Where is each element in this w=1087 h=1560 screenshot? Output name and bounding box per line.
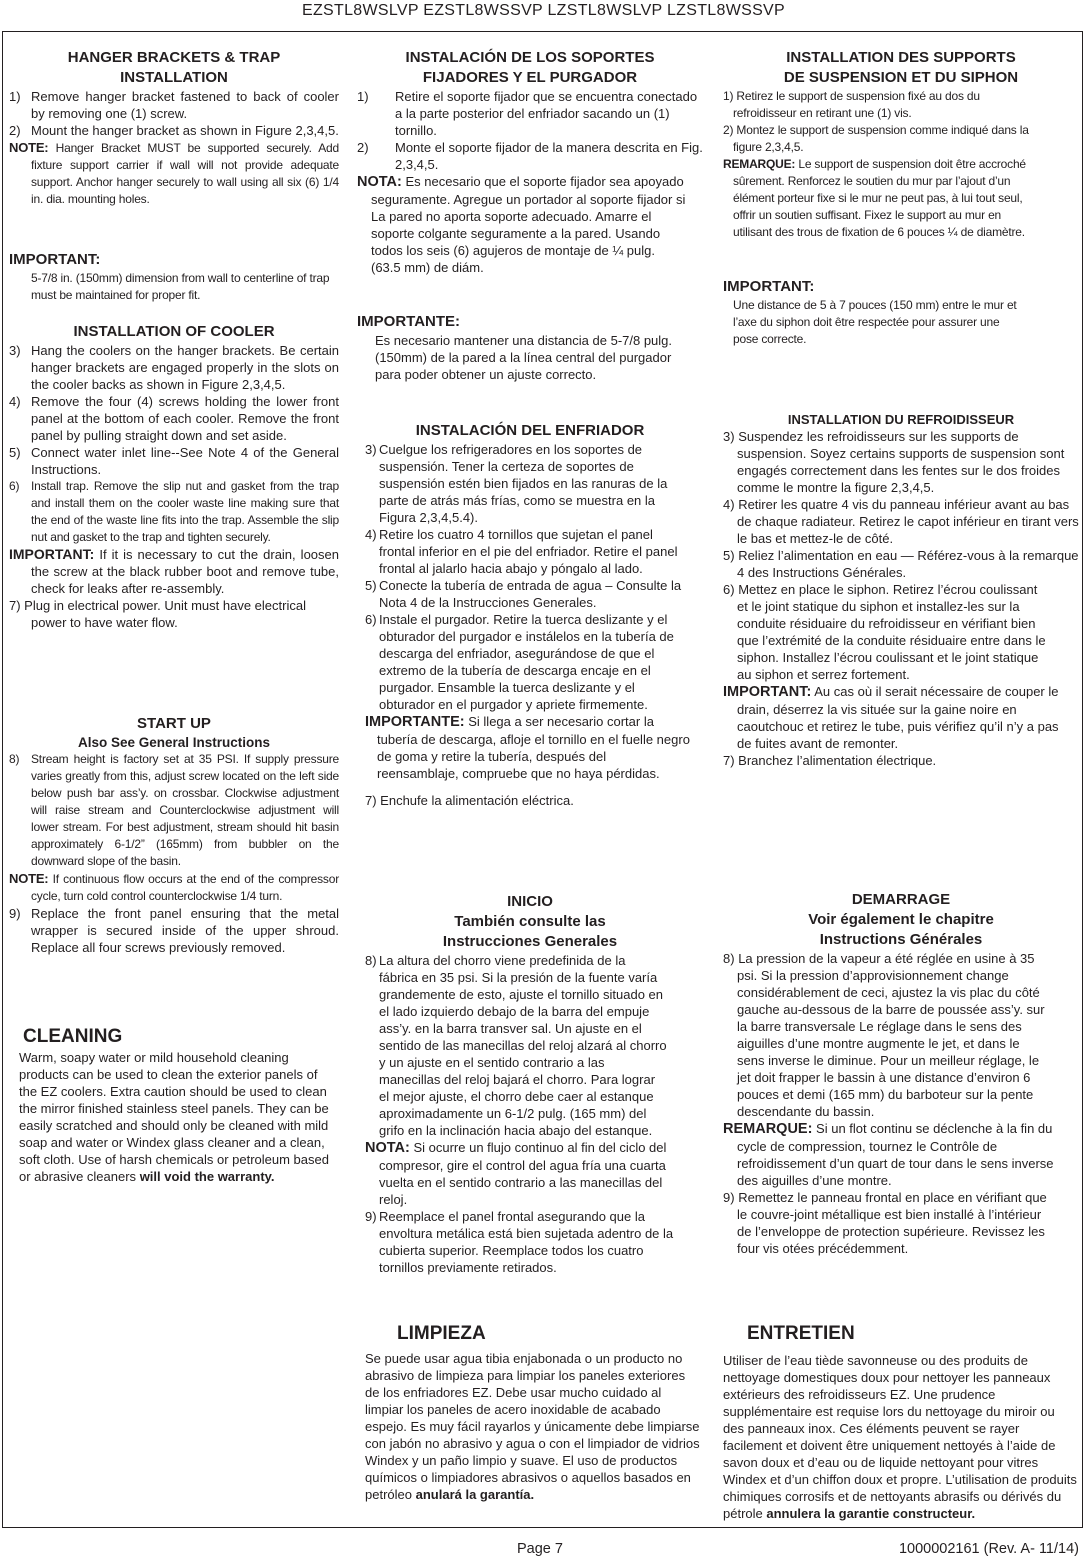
fr-important-section <box>723 277 1079 348</box>
es-nota2: NOTA: Si ocurre un flujo continuo al fin del ciclo del compresor, gire el control del agua fría una cuarta vuelta en el sentido contrario a las manecillas del reloj. <box>365 1140 667 1207</box>
list-item: 3) Suspendez les refroidisseurs sur les supports de suspension. Soyez certains supports de suspension sont engagés correctement dans les fentes sur le dos froides comme le montre la figure 2,3,4,5. <box>723 429 1065 495</box>
fr-demarrage-steps <box>723 950 1079 1120</box>
list-item: 1) Retire el soporte fijador que se encuentra conectado a la parte posterior del enfriador sacando un (1) tornillo. <box>357 89 698 138</box>
list-item: 4) Retire los cuatro 4 tornillos que sujetan el panel frontal inferior en el pie del enfriador. Retire el panel frontal al jalarlo hacia abajo y póngalo al lado. <box>365 527 678 576</box>
list-item: 9) Reemplace el panel frontal asegurando que la envoltura metálica está bien sujetada adentro de la cubierta superior. Reemplace todos los cuatro tornillos previamente retirados. <box>365 1209 674 1275</box>
es-cooler-title: INSTALACIÓN DEL ENFRIADOR <box>415 422 645 439</box>
list-item: 8) Stream height is factory set at 35 PSI. If supply pressure varies greatly from this, adjust screw located on the left side below push bar ass’y. on crossbar. Clockwise adjustment will raise stream and Counterclockwise adjustment will lower stream. For best adjustment, stream should hit basin approximately 6-1/2” (165mm) from bubbler on the downward slope of the basin. <box>9 752 339 868</box>
en-hanger-title-1: HANGER BRACKETS & TRAP <box>67 49 281 66</box>
es-inicio-title: INICIO <box>507 893 553 910</box>
es-step9-list <box>357 1208 703 1276</box>
es-cleaning-title: LIMPIEZA <box>397 1323 486 1344</box>
en-cleaning-section <box>19 1025 339 1185</box>
list-item: 4) Retirer les quatre 4 vis du panneau inférieur avant au bas de chaque radiateur. Retirez le capot inférieur en tirant vers le bas et mettez-le de côté. <box>723 497 1079 546</box>
instructions-frame <box>2 31 1083 1528</box>
es-inicio-sub-1: También consulte las <box>454 913 606 930</box>
es-importante-text: Es necesario mantener una distancia de 5-7/8 pulg. (150mm) de la pared a la línea central del purgador para poder obtener un ajuste correcto. <box>375 333 673 382</box>
es-importante-section <box>357 312 703 383</box>
fr-important-label: IMPORTANT: <box>723 278 815 295</box>
list-item: 9) Remettez le panneau frontal en place en vérifiant que le couvre-joint métallique est bien installé à l’intérieur de l’enveloppe de protection supérieure. Revissez les four vis otées précédemment. <box>723 1190 1047 1256</box>
list-item: 9) Replace the front panel ensuring that the metal wrapper is secured inside of the upper shroud. Replace all four screws previously removed. <box>9 906 339 955</box>
es-cooler-steps <box>357 441 703 713</box>
page-number: Page 7 <box>517 1541 563 1557</box>
es-steps <box>357 88 703 173</box>
en-cooler-section <box>9 322 339 631</box>
es-cleaning-section <box>365 1322 703 1503</box>
fr-title-2: DE SUSPENSION ET DU SIPHON <box>783 69 1019 86</box>
fr-cleaning-section <box>723 1322 1079 1522</box>
fr-demarrage-sub-1: Voir également le chapitre <box>808 911 994 928</box>
es-title-1: INSTALACIÓN DE LOS SOPORTES <box>405 49 655 66</box>
es-inicio-section <box>357 892 703 1276</box>
en-cleaning-text: Warm, soapy water or mild household cleaning products can be used to clean the exterior panels of the EZ coolers. Extra caution should be used to clean the mirror finished stainless steel panels. They can be easily scratched and should only be cleaned with mild soap and water or Windex glass cleaner and a clean, soft cloth. Use of harsh chemicals or petroleum based or abrasive cleaners will void the warranty. <box>19 1050 329 1184</box>
fr-demarrage-title: DEMARRAGE <box>851 891 951 908</box>
list-item: 1) Retirez le support de suspension fixé au dos du refroidisseur en retirant une (1) vis. <box>723 89 980 120</box>
fr-steps <box>723 88 1079 156</box>
list-item: 2) Monte el soporte fijador de la manera descrita en Fig. 2,3,4,5. <box>357 140 703 172</box>
fr-important2: IMPORTANT: Au cas où il serait nécessaire de couper le drain, déserrez la vis située sur la gaine noire en caoutchouc et retirez le tube, puis vérifiez qu’il n’y a pas de fuites avant de remonter. <box>723 684 1059 751</box>
en-cooler-title: INSTALLATION OF COOLER <box>73 323 275 340</box>
es-inicio-sub-2: Instrucciones Generales <box>442 933 618 950</box>
fr-cooler-steps <box>723 428 1079 683</box>
fr-demarrage-section <box>723 890 1079 1257</box>
list-item: 8) La altura del chorro viene predefinida de la fábrica en 35 psi. Si la presión de la fuente varía grandemente de esto, ajuste el tornillo situado en el lado izquierdo debajo de la barra del empuje ass’y. en la barra transver sal. Un ajuste en el sentido de las manecillas del reloj alzará al chorro y un ajuste en el sentido contrario a las manecillas del reloj bajará el chorro. Para lograr el mejor ajuste, el chorro debe caer al estanque aproximadamente un 6-1/2 pulg. (165 mm) del grifo en la inclinación hacia abajo del estanque. <box>365 953 667 1138</box>
list-item: 2) Mount the hanger bracket as shown in Figure 2,3,4,5. <box>9 123 339 138</box>
fr-step9-list <box>723 1189 1079 1257</box>
es-importante-label: IMPORTANTE: <box>357 313 461 330</box>
en-startup-section <box>9 714 339 956</box>
es-nota: NOTA: Es necesario que el soporte fijador sea apoyado seguramente. Agregue un portador al soporte fijador si La pared no aporta soporte adecuado. Amarre el soporte colgante seguramente a la pared. Usando todos los seis (6) agujeros de montaje de ¼ pulg. (63.5 mm) de diám. <box>357 174 686 275</box>
en-cooler-steps <box>9 342 339 546</box>
en-important-label: IMPORTANT: <box>9 251 101 268</box>
list-item: 5) Reliez l’alimentation en eau — Référez-vous à la remarque 4 des Instructions Générales. <box>723 548 1079 580</box>
en-cleaning-title: CLEANING <box>23 1026 123 1047</box>
fr-demarrage-sub-2: Instructions Générales <box>819 931 983 948</box>
fr-remarque: REMARQUE: Le support de suspension doit être accroché sûrement. Renforcez le soutien du mur par l’ajout d’un élément porteur fixe si le mur ne peut pas, à lui tout seul, offrir un soutien suffisant. Fixez le support au mur en utilisant des trous de fixation de 6 pouces ¼ de diamètre. <box>723 157 1026 239</box>
list-item: 8) La pression de la vapeur a été réglée en usine à 35 psi. Si la pression d’approvisionnement change considérablement de ceci, ajustez la vis plac du côté gauche au-dessous de la barre de poussée ass’y. sur la barre transversale Le réglage dans le sens des aiguilles d’une montre augmente le jet, et dans le sens inverse le diminue. Pour un meilleur réglage, le jet doit frapper le bassin à une distance d’environ 6 pouces et demi (165 mm) du barboteur sur la pente descendante du bassin. <box>723 951 1045 1119</box>
en-startup-subtitle: Also See General Instructions <box>77 735 271 750</box>
fr-cooler-title: INSTALLATION DU REFROIDISSEUR <box>787 412 1015 427</box>
en-hanger-title-2: INSTALLATION <box>120 69 228 86</box>
list-item: 5) Conecte la tubería de entrada de agua – Consulte la Nota 4 de la Instrucciones Generales. <box>365 578 682 610</box>
document-number: 1000002161 (Rev. A- 11/14) <box>898 1541 1079 1557</box>
list-item: 6) Instale el purgador. Retire la tuerca deslizante y el obturador del purgador e instálelos en la tubería de descarga del enfriador, asegurándose de que el extremo de la tubería de descarga encaje en el purgador. Ensamble la tuerca deslizante y el obturador en el purgador y apriete firmemente. <box>365 612 674 712</box>
fr-cleaning-title: ENTRETIEN <box>747 1323 855 1344</box>
en-hanger-steps <box>9 88 339 139</box>
en-step7: 7) Plug in electrical power. Unit must have electrical power to have water flow. <box>9 598 306 630</box>
en-important-section <box>9 250 339 304</box>
es-title-2: FIJADORES Y EL PURGADOR <box>422 69 638 86</box>
en-note2: NOTE: If continuous flow occurs at the end of the compressor cycle, turn cold control counterclockwise 1/4 turn. <box>9 871 340 903</box>
fr-title-1: INSTALLATION DES SUPPORTS <box>786 49 1016 66</box>
es-hanger-section <box>357 48 703 276</box>
list-item: 2) Montez le support de suspension comme indiqué dans la figure 2,3,4,5. <box>723 123 1029 154</box>
en-important-text: 5-7/8 in. (150mm) dimension from wall to centerline of trap must be maintained for proper fit. <box>31 271 330 302</box>
list-item: 3) Cuelgue los refrigeradores en los soportes de suspensión. Tener la certeza de soportes de suspensión estén bien fijados en las ranuras de la parte de atrás más frías, como se muestra en la Figura 2,3,4,5.4). <box>365 442 668 525</box>
list-item: 4) Remove the four (4) screws holding the lower front panel at the bottom of each cooler. Remove the front panel by pulling straight down and set aside. <box>9 394 339 443</box>
es-cooler-section <box>357 421 703 809</box>
en-hanger-section <box>9 48 339 208</box>
es-importante2: IMPORTANTE: Si llega a ser necesario cortar la tubería de descarga, afloje el tornillo en el fuelle negro de goma y retire la tubería, después del reensamblaje, compruebe que no haya pérdidas. <box>365 714 690 781</box>
list-item: 5) Connect water inlet line--See Note 4 of the General Instructions. <box>9 445 339 477</box>
en-hanger-note: NOTE: Hanger Bracket MUST be supported securely. Add fixture support carrier if wall will not provide adequate support. Anchor hanger securely to wall using all six (6) 1/4 in. dia. mounting holes. <box>9 140 339 206</box>
es-cleaning-text: Se puede usar agua tibia enjabonada o un producto no abrasivo de limpieza para limpiar los paneles exteriores de los enfriadores EZ. Debe usar mucho cuidado al limpiar los paneles de acero inoxidable de acabado espejo. Es muy fácil rayarlos y únicamente debe limpiarse con jabón no abrasivo y agua o con el limpiador de vidrios Windex y un paño limpio y suave. El uso de productos químicos o limpiadores abrasivos o aquellos basados en petróleo anulará la garantía. <box>365 1351 700 1502</box>
fr-remarque2: REMARQUE: Si un flot continu se déclenche à la fin du cycle de compression, tournez le Contrôle de refroidissement d’un quart de tour dans le sens inverse des aiguilles d’une montre. <box>723 1121 1054 1188</box>
model-header: EZSTL8WSLVP EZSTL8WSSVP LZSTL8WSLVP LZSTL8WSSVP <box>301 2 785 19</box>
list-item: 1) Remove hanger bracket fastened to back of cooler by removing one (1) screw. <box>9 89 339 121</box>
fr-cooler-section <box>723 411 1079 769</box>
list-item: 3) Hang the coolers on the hanger brackets. Be certain hanger brackets are engaged properly in the slots on the cooler backs as shown in Figure 2,3,4,5. <box>9 343 339 392</box>
fr-step7: 7) Branchez l’alimentation électrique. <box>723 753 937 768</box>
en-step9-list <box>9 905 339 956</box>
fr-important-text: Une distance de 5 à 7 pouces (150 mm) entre le mur et l’axe du siphon doit être respectée pour assurer une pose correcte. <box>733 298 1017 346</box>
es-inicio-steps <box>357 952 703 1139</box>
en-important2: IMPORTANT: If it is necessary to cut the drain, loosen the screw at the black rubber boot and remove tube, check for leaks after re-assembly. <box>9 546 339 596</box>
list-item: 6) Mettez en place le siphon. Retirez l’écrou coulissant et le joint statique du siphon et installez-les sur la conduite résiduaire du refroidisseur en vérifiant bien que l’extrémité de la conduite résiduaire entre dans le siphon. Installez l’écrou coulissant et le joint statique au siphon et serrez fortement. <box>723 582 1046 682</box>
fr-cleaning-text: Utiliser de l’eau tiède savonneuse ou des produits de nettoyage domestiques doux pour nettoyer les panneaux extérieurs des refroidisseurs EZ. Une prudence supplémentaire est requise lors du nettoyage du miroir ou des panneaux inox. Ces éléments peuvent se rayer facilement et doivent être uniquement nettoyés à l’aide de savon doux et d’eau ou de liquide nettoyant pour vitres Windex et d’un chiffon doux et propre. L’utilisation de produits chimiques corrosifs et de nettoyants abrasifs ou dérivés du pétrole annulera la garantie constructeur. <box>723 1353 1077 1521</box>
es-step7: 7) Enchufe la alimentación eléctrica. <box>365 793 574 808</box>
list-item: 6) Install trap. Remove the slip nut and gasket from the trap and install them on the cooler waste line making sure that the end of the waste line fits into the trap. Assemble the slip nut and gasket to the trap and tighten securely. <box>9 479 339 544</box>
fr-hanger-section <box>723 48 1079 241</box>
en-startup-title: START UP <box>137 715 211 732</box>
en-startup-steps <box>9 751 339 870</box>
